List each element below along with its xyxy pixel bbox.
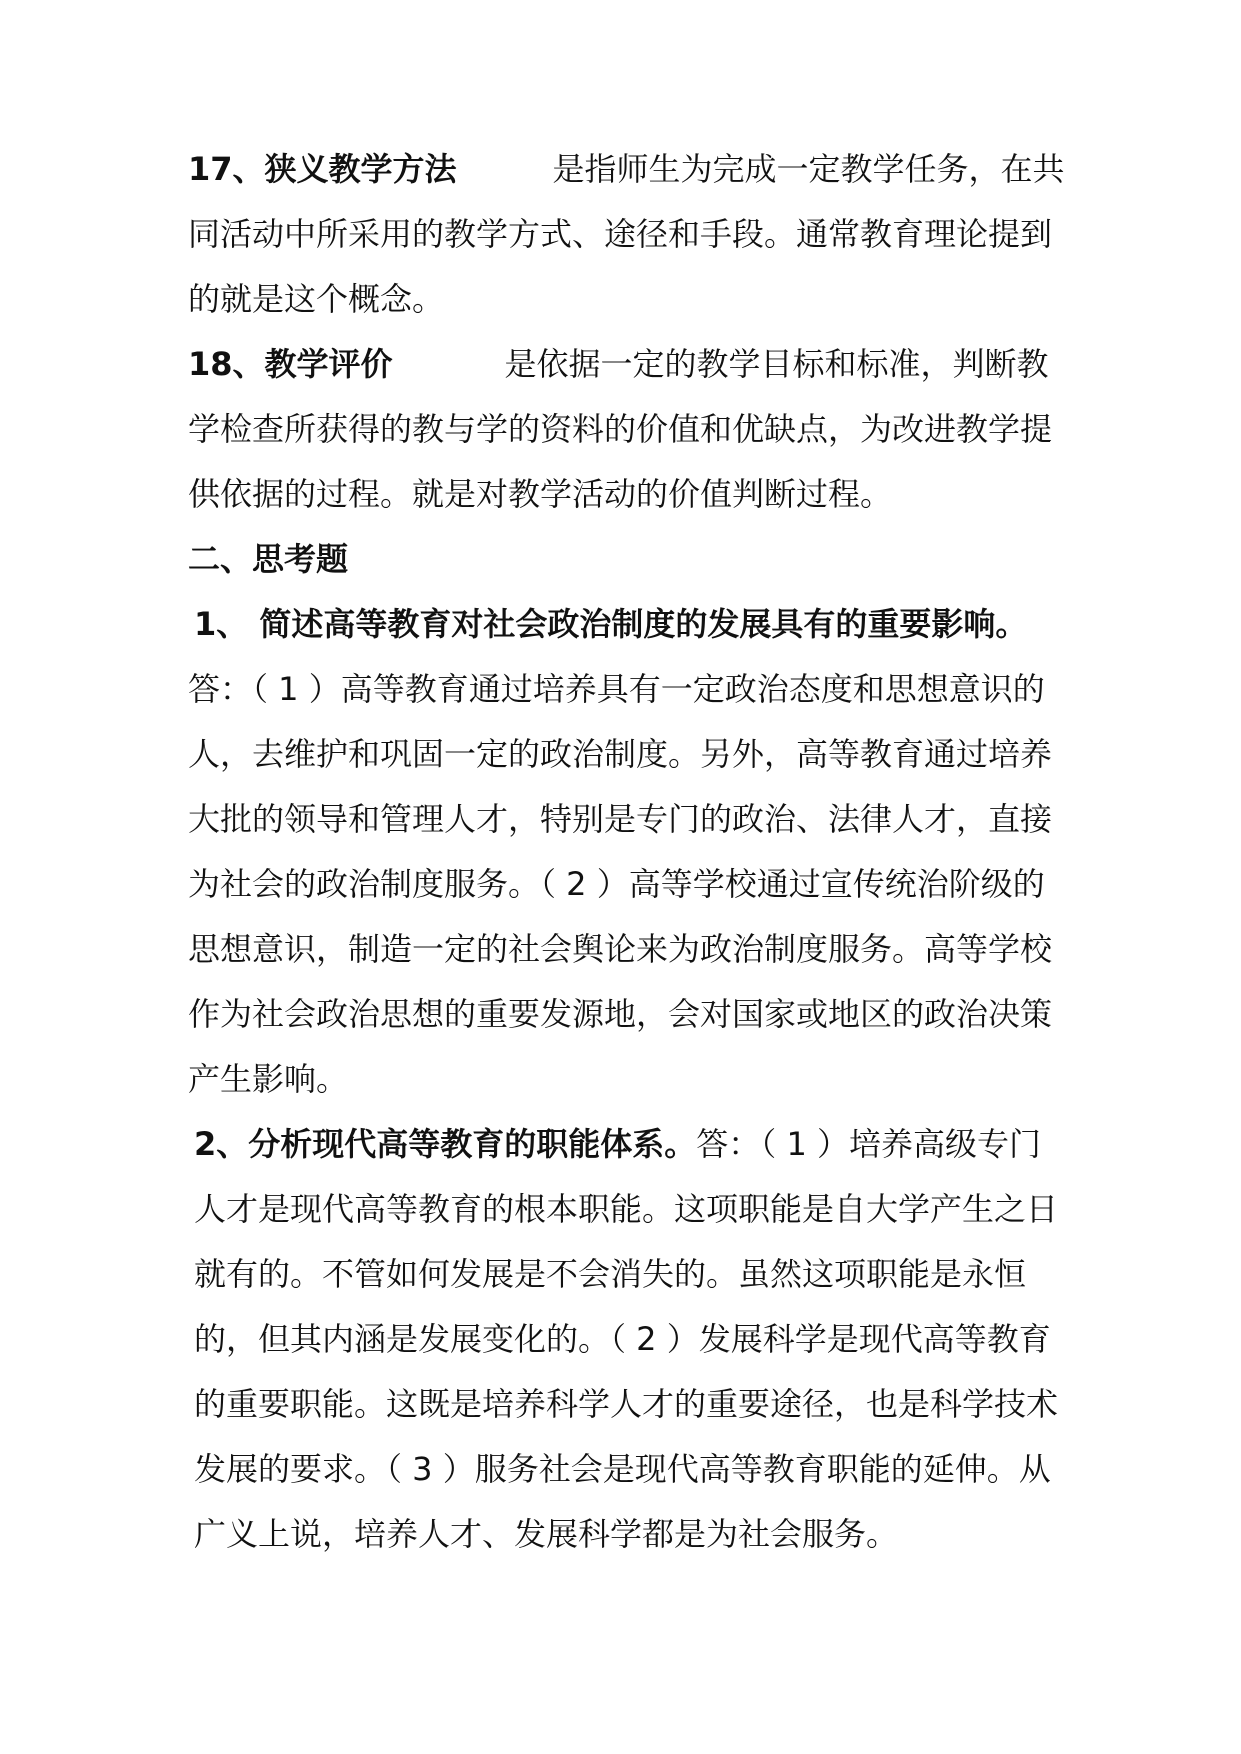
definition-term: 17、狭义教学方法	[188, 150, 457, 188]
definition-17	[188, 137, 1068, 332]
definition-text: 是依据一定的教学目标和标准，判断教学检查所获得的教与学的资料的价值和优缺点，为改进教学提供依据的过程。就是对教学活动的价值判断过程。	[188, 345, 1053, 513]
question-1-answer: 答：（ 1 ）高等教育通过培养具有一定政治态度和思想意识的人，去维护和巩固一定的政治制度。另外，高等教育通过培养大批的领导和管理人才，特别是专门的政治、法律人才，直接为社会的政治制度服务。（ 2 ）高等学校通过宣传统治阶级的思想意识，制造一定的社会舆论来为政治制度服务。高等学校作为社会政治思想的重要发源地，会对国家或地区的政治决策产生影响。	[188, 670, 1053, 1098]
definition-term: 18、教学评价	[188, 345, 393, 383]
question-2-title: 2、分析现代高等教育的职能体系。	[194, 1125, 697, 1163]
document-page	[188, 137, 1068, 1567]
section-heading: 二、思考题	[188, 540, 349, 578]
definition-text: 是指师生为完成一定教学任务，在共同活动中所采用的教学方式、途径和手段。通常教育理论提到的就是这个概念。	[188, 150, 1065, 318]
question-2-answer: 答：（ 1 ）培养高级专门人才是现代高等教育的根本职能。这项职能是自大学产生之日就有的。不管如何发展是不会消失的。虽然这项职能是永恒的，但其内涵是发展变化的。（ 2 ）发展科学是现代高等教育的重要职能。这既是培养科学人才的重要途径，也是科学技术发展的要求。（ 3 ）服务社会是现代高等教育职能的延伸。从广义上说，培养人才、发展科学都是为社会服务。	[194, 1125, 1059, 1553]
definition-18	[188, 332, 1068, 527]
question-1-title: 1、 简述高等教育对社会政治制度的发展具有的重要影响。	[194, 605, 1028, 643]
question-2	[188, 1112, 1068, 1567]
